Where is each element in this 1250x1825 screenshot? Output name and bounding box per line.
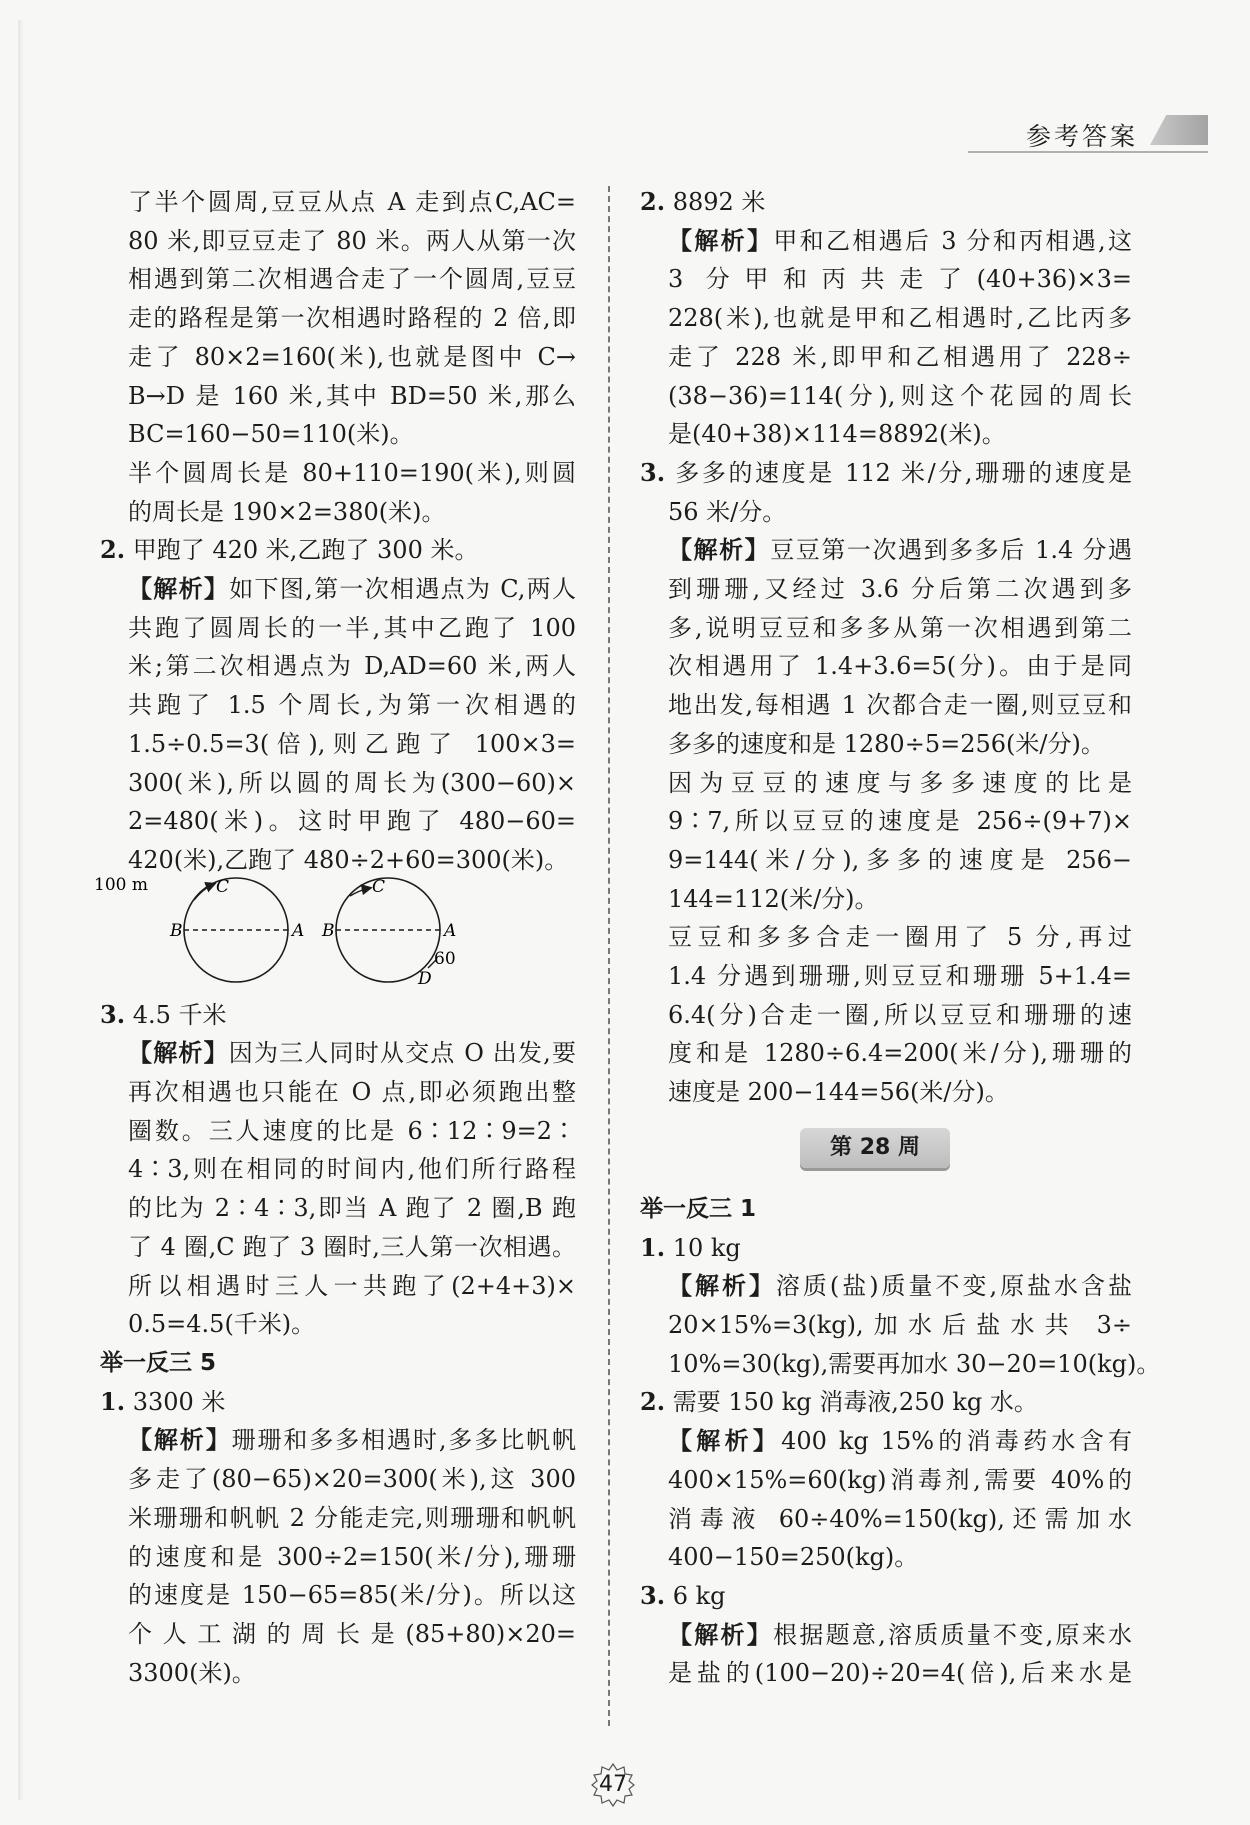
answer-line bbox=[640, 1229, 1132, 1268]
text-line: 个人工湖的周长是(85+80)×20= bbox=[128, 1619, 576, 1648]
text-line: 是盐的(100−20)÷20=4(倍),后来水是 bbox=[668, 1659, 1132, 1688]
text-line: 了半个圆周,豆豆从点 A 走到点C,AC= bbox=[128, 188, 576, 216]
label-a: A bbox=[292, 920, 305, 941]
circle-diagram-svg bbox=[94, 874, 576, 996]
text-line: 圈数。三人速度的比是 6∶12∶9=2∶ bbox=[128, 1116, 576, 1145]
analysis-tag: 【解析】 bbox=[668, 1271, 776, 1301]
text-line: 多多的速度和是 1280÷5=256(米/分)。 bbox=[668, 729, 1105, 758]
text-line: 速度是 200−144=56(米/分)。 bbox=[668, 1078, 1009, 1107]
text-line: 度和是 1280÷6.4=200(米/分),珊珊的 bbox=[668, 1039, 1132, 1068]
answer-line bbox=[640, 183, 1132, 222]
left-column bbox=[94, 183, 577, 1692]
analysis-tag: 【解析】 bbox=[668, 1426, 782, 1456]
answer-line bbox=[640, 1383, 1132, 1422]
text-line: 相遇到第二次相遇合走了一个圆周,豆豆 bbox=[128, 265, 576, 294]
answer-text: 6 kg bbox=[672, 1581, 726, 1610]
answer-line bbox=[640, 454, 1132, 493]
text-line: 豆豆第一次遇到多多后 1.4 分遇 bbox=[770, 536, 1132, 565]
analysis-line bbox=[100, 1034, 576, 1073]
text-line: 因为三人同时从交点 O 出发,要 bbox=[228, 1039, 577, 1068]
question-number: 2. bbox=[640, 1387, 666, 1417]
answer-text: 需要 150 kg 消毒液,250 kg 水。 bbox=[672, 1388, 1038, 1417]
text-line: 了 4 圈,C 跑了 3 圈时,三人第一次相遇。 bbox=[128, 1232, 576, 1261]
section-heading: 举一反三 5 bbox=[100, 1349, 217, 1376]
text-line: 144=112(米/分)。 bbox=[668, 884, 879, 913]
analysis-tag: 【解析】 bbox=[668, 535, 771, 565]
right-column bbox=[640, 183, 1161, 1693]
analysis-line bbox=[640, 1422, 1132, 1461]
label-60: 60 bbox=[434, 948, 456, 969]
text-line: 的比为 2∶4∶3,即当 A 跑了 2 圈,B 跑 bbox=[128, 1194, 576, 1223]
answer-text: 4.5 千米 bbox=[132, 1000, 227, 1029]
text-line: 珊珊和多多相遇时,多多比帆帆 bbox=[231, 1426, 576, 1455]
text-line: 9∶7,所以豆豆的速度是 256÷(9+7)× bbox=[668, 807, 1132, 836]
text-line: 的速度和是 300÷2=150(米/分),珊珊 bbox=[128, 1542, 576, 1571]
question-number: 3. bbox=[640, 457, 666, 487]
label-b: B bbox=[322, 920, 335, 941]
label-d: D bbox=[418, 968, 432, 989]
text-line: 9=144(米/分),多多的速度是 256− bbox=[668, 845, 1132, 874]
text-line: 1.4 分遇到珊珊,则豆豆和珊珊 5+1.4= bbox=[668, 962, 1132, 991]
answer-text: 56 米/分。 bbox=[668, 497, 787, 526]
text-line: 甲和乙相遇后 3 分和丙相遇,这 bbox=[773, 226, 1133, 255]
text-line: 次相遇用了 1.4+3.6=5(分)。由于是同 bbox=[668, 652, 1132, 681]
analysis-tag: 【解析】 bbox=[668, 1619, 774, 1649]
text-line: B→D 是 160 米,其中 BD=50 米,那么 bbox=[128, 381, 576, 410]
text-line: 6.4(分)合走一圈,所以豆豆和珊珊的速 bbox=[668, 1000, 1132, 1029]
label-b: B bbox=[170, 920, 183, 941]
text-line: 420(米),乙跑了 480÷2+60=300(米)。 bbox=[128, 845, 569, 874]
circle-two bbox=[336, 878, 440, 982]
text-line: 根据题意,溶质质量不变,原来水 bbox=[773, 1620, 1133, 1649]
text-line: 共跑了圆周长的一半,其中乙跑了 100 bbox=[128, 613, 576, 642]
text-line: 米;第二次相遇点为 D,AD=60 米,两人 bbox=[128, 652, 576, 681]
question-number: 2. bbox=[100, 535, 126, 565]
text-line: 地出发,每相遇 1 次都合走一圈,则豆豆和 bbox=[668, 691, 1132, 720]
text-line: 400×15%=60(kg)消毒剂,需要 40%的 bbox=[668, 1465, 1132, 1494]
text-line: 3 分甲和丙共走了(40+36)×3= bbox=[668, 265, 1132, 294]
text-line: 0.5=4.5(千米)。 bbox=[128, 1310, 316, 1339]
label-a: A bbox=[444, 920, 457, 941]
analysis-line bbox=[640, 222, 1132, 261]
week-title: 第 28 周 bbox=[800, 1128, 950, 1168]
analysis-tag: 【解析】 bbox=[668, 225, 774, 255]
text-line: 10%=30(kg),需要再加水 30−20=10(kg)。 bbox=[668, 1349, 1161, 1378]
text-line: 共跑了 1.5 个周长,为第一次相遇的 bbox=[128, 691, 576, 720]
text-line: 是(40+38)×114=8892(米)。 bbox=[668, 420, 1006, 449]
text-line: 2=480(米)。这时甲跑了 480−60= bbox=[128, 807, 576, 836]
text-line: 400 kg 15%的消毒药水含有 bbox=[781, 1427, 1132, 1456]
header-rule bbox=[968, 151, 1208, 153]
text-line: 多走了(80−65)×20=300(米),这 300 bbox=[128, 1465, 576, 1494]
text-line: 的周长是 190×2=380(米)。 bbox=[128, 497, 446, 526]
page-header bbox=[968, 115, 1208, 153]
text-line: 4∶3,则在相同的时间内,他们所行路程 bbox=[128, 1155, 576, 1184]
header-title: 参考答案 bbox=[1025, 122, 1138, 151]
analysis-line bbox=[640, 1616, 1132, 1655]
text-line: 228(米),也就是甲和乙相遇时,乙比丙多 bbox=[668, 304, 1132, 333]
question-number: 3. bbox=[100, 999, 126, 1029]
text-line: 走的路程是第一次相遇时路程的 2 倍,即 bbox=[128, 304, 576, 333]
answer-line bbox=[640, 1577, 1132, 1616]
text-line: 3300(米)。 bbox=[128, 1658, 256, 1687]
text-line: 300(米),所以圆的周长为(300−60)× bbox=[128, 768, 576, 797]
section-heading: 举一反三 1 bbox=[640, 1195, 757, 1222]
answer-line bbox=[100, 1383, 576, 1422]
arrow-one bbox=[194, 884, 214, 900]
question-number: 2. bbox=[640, 187, 666, 216]
analysis-line bbox=[640, 1267, 1132, 1306]
text-line: 如下图,第一次相遇点为 C,两人 bbox=[229, 575, 576, 604]
answer-text: 8892 米 bbox=[672, 188, 766, 216]
analysis-tag: 【解析】 bbox=[128, 1425, 232, 1455]
text-line: 因为豆豆的速度与多多速度的比是 bbox=[668, 768, 1132, 797]
analysis-line bbox=[100, 570, 576, 609]
text-line: 的速度是 150−65=85(米/分)。所以这 bbox=[128, 1581, 576, 1610]
text-line: 到珊珊,又经过 3.6 分后第二次遇到多 bbox=[668, 575, 1132, 604]
text-line: 再次相遇也只能在 O 点,即必须跑出整 bbox=[128, 1078, 576, 1107]
text-line: 80 米,即豆豆走了 80 米。两人从第一次 bbox=[128, 226, 576, 255]
text-line: 所以相遇时三人一共跑了(2+4+3)× bbox=[128, 1271, 576, 1300]
text-line: 半个圆周长是 80+110=190(米),则圆 bbox=[128, 458, 576, 487]
text-line: 消毒液 60÷40%=150(kg),还需加水 bbox=[668, 1504, 1132, 1533]
circle-diagram bbox=[94, 874, 576, 996]
answer-line bbox=[100, 531, 576, 570]
analysis-tag: 【解析】 bbox=[128, 1038, 229, 1068]
answer-text: 甲跑了 420 米,乙跑了 300 米。 bbox=[132, 536, 479, 565]
text-line: 1.5÷0.5=3(倍),则乙跑了 100×3= bbox=[128, 729, 576, 758]
page-number bbox=[590, 1762, 636, 1808]
question-number: 1. bbox=[100, 1386, 126, 1416]
answer-text: 3300 米 bbox=[132, 1387, 226, 1416]
text-line: 豆豆和多多合走一圈用了 5 分,再过 bbox=[668, 923, 1132, 952]
header-decoration bbox=[1150, 115, 1208, 145]
column-divider bbox=[608, 186, 610, 1726]
text-line: 走了 228 米,即甲和乙相遇用了 228÷ bbox=[668, 342, 1132, 371]
text-line: 多,说明豆豆和多多从第一次相遇到第二 bbox=[668, 613, 1132, 642]
answer-text: 10 kg bbox=[672, 1233, 741, 1262]
answer-text: 多多的速度是 112 米/分,珊珊的速度是 bbox=[675, 458, 1132, 487]
question-number: 3. bbox=[640, 1580, 666, 1610]
text-line: 20×15%=3(kg),加水后盐水共 3÷ bbox=[668, 1310, 1132, 1339]
label-100m: 100 m bbox=[94, 874, 148, 895]
text-line: BC=160−50=110(米)。 bbox=[128, 420, 414, 449]
week-banner bbox=[640, 1112, 1132, 1190]
page-edge bbox=[18, 20, 24, 1800]
analysis-line bbox=[100, 1421, 576, 1460]
analysis-tag: 【解析】 bbox=[128, 574, 230, 604]
text-line: 400−150=250(kg)。 bbox=[668, 1543, 919, 1572]
question-number: 1. bbox=[640, 1232, 666, 1262]
label-c: C bbox=[372, 876, 386, 897]
text-line: 走了 80×2=160(米),也就是图中 C→ bbox=[128, 342, 576, 371]
text-line: 米珊珊和帆帆 2 分能走完,则珊珊和帆帆 bbox=[128, 1503, 576, 1532]
analysis-line bbox=[640, 531, 1132, 570]
text-line: 溶质(盐)质量不变,原盐水含盐 bbox=[775, 1272, 1132, 1301]
text-line: (38−36)=114(分),则这个花园的周长 bbox=[668, 381, 1132, 410]
answer-line bbox=[100, 996, 576, 1035]
page-number-text: 47 bbox=[599, 1772, 627, 1797]
label-c: C bbox=[216, 876, 230, 897]
